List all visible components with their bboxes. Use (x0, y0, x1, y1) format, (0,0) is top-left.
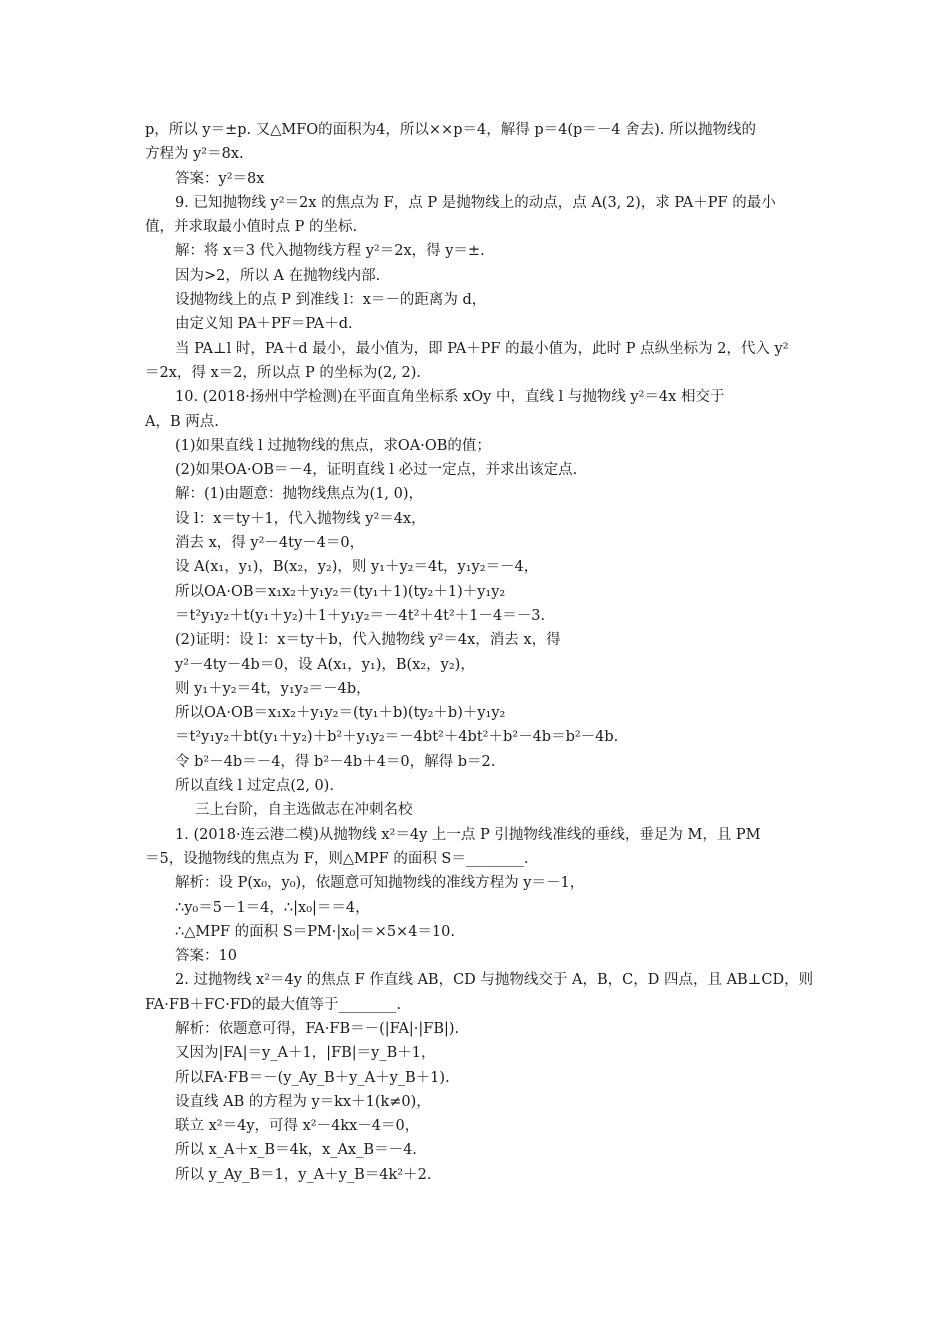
document-page (145, 118, 813, 1187)
text-line: 所以 x_A＋x_B＝4k，x_Ax_B＝－4. (175, 1142, 417, 1159)
text-line: 三上台阶，自主选做志在冲刺名校 (195, 802, 413, 819)
text-line: A，B 两点. (145, 413, 219, 430)
text-line: 设抛物线上的点 P 到准线 l：x＝－的距离为 d， (175, 292, 487, 309)
text-line: 方程为 y²＝8x. (145, 146, 244, 163)
text-line: 则 y₁＋y₂＝4t，y₁y₂＝－4b， (175, 680, 371, 697)
text-line: (2)如果OA·OB＝－4，证明直线 l 必过一定点，并求出该定点. (175, 462, 578, 479)
text-line: ＝t²y₁y₂＋bt(y₁＋y₂)＋b²＋y₁y₂＝－4bt²＋4bt²＋b²－4b＝b²－4b. (175, 729, 619, 746)
text-line: FA·FB＋FC·FD的最大值等于________. (145, 996, 402, 1013)
text-line: p，所以 y＝±p. 又△MFO的面积为4，所以××p＝4，解得 p＝4(p＝－4 舍去). 所以抛物线的 (145, 122, 756, 138)
text-line: 设 l：x＝ty＋1，代入抛物线 y²＝4x， (175, 510, 426, 527)
text-line: 令 b²－4b＝－4，得 b²－4b＋4＝0，解得 b＝2. (175, 753, 496, 770)
text-line: ＝t²y₁y₂＋t(y₁＋y₂)＋1＋y₁y₂＝－4t²＋4t²＋1－4＝－3. (175, 607, 546, 624)
text-line: 设直线 AB 的方程为 y＝kx＋1(k≠0)， (175, 1093, 431, 1110)
text-line: ＝5，设抛物线的焦点为 F，则△MPF 的面积 S＝________. (145, 850, 529, 867)
text-line: 解：将 x＝3 代入抛物线方程 y²＝2x，得 y＝±. (175, 243, 485, 260)
text-line: ＝2x，得 x＝2，所以点 P 的坐标为(2, 2). (145, 364, 421, 381)
text-line: 解析：依题意可得，FA·FB＝－(|FA|·|FB|). (175, 1020, 460, 1037)
text-line: 所以直线 l 过定点(2, 0). (175, 778, 334, 795)
text-line: 所以OA·OB＝x₁x₂＋y₁y₂＝(ty₁＋1)(ty₂＋1)＋y₁y₂ (175, 583, 506, 600)
text-line: 所以 y_Ay_B＝1，y_A＋y_B＝4k²＋2. (175, 1166, 432, 1183)
text-line: 由定义知 PA＋PF＝PA＋d. (175, 316, 353, 333)
text-line: 又因为|FA|＝y_A＋1，|FB|＝y_B＋1， (175, 1045, 436, 1062)
text-line: 9. 已知抛物线 y²＝2x 的焦点为 F，点 P 是抛物线上的动点，点 A(3, 2)，求 PA＋PF 的最小 (175, 194, 776, 211)
text-line: (2)证明：设 l：x＝ty＋b，代入抛物线 y²＝4x，消去 x，得 (175, 632, 561, 649)
text-line: 值，并求取最小值时点 P 的坐标. (145, 219, 358, 236)
text-line: 解析：设 P(x₀，y₀)，依题意可知抛物线的准线方程为 y＝－1， (175, 875, 585, 892)
text-line: 答案：y²＝8x (175, 170, 265, 187)
text-line: ∴△MPF 的面积 S＝PM·|x₀|＝×5×4＝10. (175, 923, 455, 940)
text-line: 所以OA·OB＝x₁x₂＋y₁y₂＝(ty₁＋b)(ty₂＋b)＋y₁y₂ (175, 705, 506, 722)
text-line: 2. 过抛物线 x²＝4y 的焦点 F 作直线 AB，CD 与抛物线交于 A，B，C，D 四点，且 AB⊥CD，则 (175, 972, 814, 989)
text-line: 答案：10 (175, 948, 237, 965)
text-line: 解：(1)由题意：抛物线焦点为(1, 0)， (175, 486, 424, 503)
text-line: (1)如果直线 l 过抛物线的焦点，求OA·OB的值； (175, 437, 491, 454)
text-line: 10. (2018·扬州中学检测)在平面直角坐标系 xOy 中，直线 l 与抛物线 y²＝4x 相交于 (175, 389, 725, 406)
text-line: 联立 x²＝4y，可得 x²－4kx－4＝0， (175, 1118, 420, 1135)
text-line: ∴y₀＝5－1＝4，∴|x₀|＝＝4， (175, 899, 370, 916)
text-line: 当 PA⊥l 时，PA＋d 最小，最小值为，即 PA＋PF 的最小值为，此时 P 点纵坐标为 2，代入 y² (175, 340, 789, 357)
text-line: 因为>2，所以 A 在抛物线内部. (175, 267, 381, 284)
text-line: 1. (2018·连云港二模)从抛物线 x²＝4y 上一点 P 引抛物线准线的垂线，垂足为 M，且 PM (175, 826, 761, 843)
text-line: 所以FA·FB＝－(y_Ay_B＋y_A＋y_B＋1). (175, 1069, 450, 1086)
text-line: y²－4ty－4b＝0，设 A(x₁，y₁)，B(x₂，y₂)， (175, 656, 475, 673)
text-line: 消去 x，得 y²－4ty－4＝0， (175, 535, 365, 552)
text-line: 设 A(x₁，y₁)，B(x₂，y₂)，则 y₁＋y₂＝4t，y₁y₂＝－4， (175, 559, 539, 576)
